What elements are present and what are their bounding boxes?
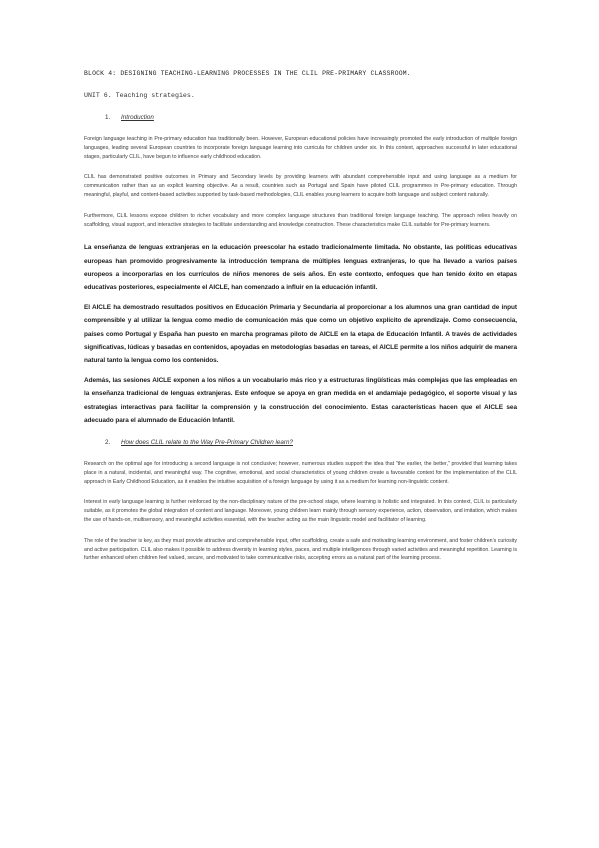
paragraph-es: El AICLE ha demostrado resultados positivos en Educación Primaria y Secundaria al proporcionar a los alumnos una gran cantidad de input comprensible y al utilizar la lengua como medio de comunicación más que como un objetivo explícito de aprendizaje. Como consecuencia, países como Portugal y España han puesto en marcha programas piloto de AICLE en la etapa de Educación Infantil. A través de actividades significativas, lúdicas y basadas en contenidos, apoyadas en metodologías basadas en tareas, el AICLE permite a los niños adquirir de manera natural tanto la lengua como los contenidos.: [84, 304, 517, 364]
paragraph-es: La enseñanza de lenguas extranjeras en la educación preescolar ha estado tradicionalmente limitada. No obstante, las políticas educativas europeas han promovido progresivamente la introducción temprana de múltiples lenguas extranjeras, lo que ha llevado a varios países europeos a incorporarlas en los currículos de niños menores de seis años. En este contexto, enfoques que han tenido éxito en etapas educativas posteriores, especialmente el AICLE, han comenzado a influir en la educación infantil.: [84, 244, 517, 291]
section-title: How does CLIL relate to the Way Pre-Primary Children learn?: [121, 439, 293, 447]
paragraph-es: Además, las sesiones AICLE exponen a los niños a un vocabulario más rico y a estructuras lingüísticas más complejas que las empleadas en la enseñanza tradicional de lenguas extranjeras. Este enfoque se apoya en gran medida en el andamiaje pedagógico, el soporte visual y las estrategias interactivas para facilitar la comprensión y la construcción del conocimiento. Estas características hacen que el AICLE sea adecuado para el alumnado de Educación Infantil.: [84, 377, 517, 424]
section-title: Introduction: [121, 114, 154, 121]
section-heading-introduction: [84, 114, 517, 121]
block-title: BLOCK 4: DESIGNING TEACHING-LEARNING PROCESSES IN THE CLIL PRE-PRIMARY CLASSROOM.: [84, 70, 411, 77]
section-number: 1.: [105, 114, 111, 121]
paragraph-en: Foreign language teaching in Pre-primary education has traditionally been. However, European educational policies have increasingly promoted the early introduction of multiple foreign languages, leading several European countries to incorporate foreign language learning into curricula for children under six. In this context, approaches successful in later educational stages, particularly CLIL, have begun to influence early childhood education.: [84, 136, 517, 160]
paragraph-en: Furthermore, CLIL lessons expose children to richer vocabulary and more complex language structures than traditional foreign language teaching. The approach relies heavily on scaffolding, visual support, and interactive strategies to facilitate understanding and knowledge construction. These characteristics make CLIL suitable for Pre-primary learners.: [84, 212, 517, 228]
paragraph-en: The role of the teacher is key, as they must provide attractive and comprehensible input, offer scaffolding, create a safe and motivating learning environment, and foster children’s curiosity and active participation. CLIL also makes it possible to address diversity in learning styles, paces, and multiple intelligences through varied activities and meaningful repetition. Learning is further enhanced when children feel valued, secure, and motivated to take communicative risks, accepting errors as a natural part of the learning process.: [84, 537, 517, 562]
unit-title: UNIT 6. Teaching strategies.: [84, 92, 195, 99]
paragraph-en: Interest in early language learning is further reinforced by the non-disciplinary nature of the pre-school stage, where learning is holistic and integrated. In this context, CLIL is particularly suitable, as it promotes the global integration of content and language. Moreover, young children learn mainly through sensory experience, action, observation, and imitation, which makes the use of hands-on, multisensory, and meaningful activities essential, with the teacher acting as the main linguistic model and facilitator of learning.: [84, 499, 517, 523]
paragraph-en: Research on the optimal age for introducing a second language is not conclusive; however, numerous studies support the idea that “the earlier, the better,” provided that learning takes place in a natural, incidental, and meaningful way. The cognitive, emotional, and social characteristics of young children create a favourable context for the implementation of the CLIL approach in Early Childhood Education, as it enables the intuitive acquisition of a foreign language by using it as a medium for learning non-linguistic content.: [84, 461, 517, 485]
section-heading-pre-primary: [84, 439, 517, 446]
section-number: 2.: [105, 439, 111, 447]
paragraph-en: CLIL has demonstrated positive outcomes in Primary and Secondary levels by providing learners with abundant comprehensible input and using language as a medium for communication rather than as an explicit learning objective. As a result, countries such as Portugal and Spain have piloted CLIL programmes in Pre-primary education. Through meaningful, playful, and content-based activities supported by task-based methodologies, CLIL enables young learners to acquire both language and subject content naturally.: [84, 174, 517, 198]
